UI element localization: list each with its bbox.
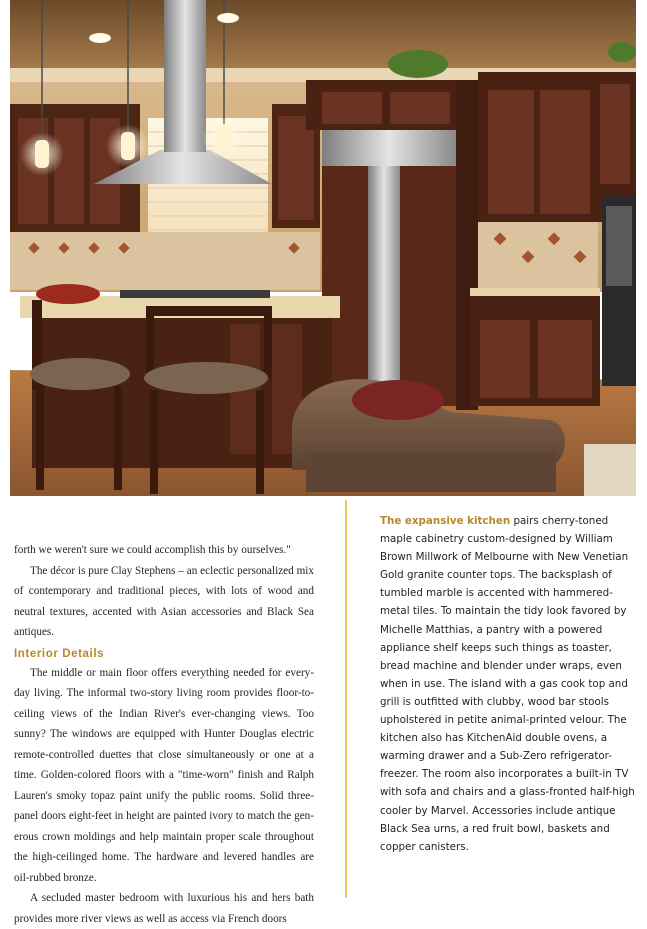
cabinet-door bbox=[538, 320, 592, 398]
side-chair bbox=[584, 444, 636, 496]
cabinet-door bbox=[600, 84, 630, 184]
interior-paragraph: The middle or main floor offers everything needed for every-day living. The informal two-story living room provides floor-to-ceiling views of the Indian River's ever-changing views. Too sunny? The windows are equipped with Hunter Douglas electric remote-controlled duettes that close simultaneously or one at a time. Golden-colored floors with a "time-worn" finish and Ralph Lauren's smoky topaz paint unify the public rooms. Solid three-panel doors eight-feet in height are painted ivory to match the gen-erous crown moldings and help maintain proper scale throughout the high-ceilinged home. The hardware and levered handles are oil-rubbed bronze. bbox=[14, 666, 314, 884]
cabinet-door bbox=[322, 92, 382, 124]
cooktop bbox=[120, 290, 270, 298]
cabinet-door bbox=[54, 118, 84, 224]
kitchen-body: pairs cherry-toned maple cabinetry custom-designed by William Brown Millwork of Melbourne with New Venetian Gold granite counter tops. The backsplash of tumbled marble is accented with hammered-metal tiles. To maintain the tidy look favored by Michelle Matthias, a pantry with a powered appliance shelf keeps such things as toaster, bread machine and blender under wraps, even when in use. The island with a gas cook top and grill is outfitted with clubby, wood bar stools upholstered in petite animal-printed velour. The kitchen also has KitchenAid double ovens, a warming drawer and a Sub-Zero refrigerator-freezer. The room also incorporates a built-in TV with sofa and chairs and a glass-fronted half-high cooler by Marvel. Accessories include antique Black Sea urns, a red fruit bowl, baskets and copper canisters. bbox=[380, 515, 635, 853]
cabinet-door bbox=[540, 90, 590, 214]
refrigerator-grille bbox=[322, 130, 456, 166]
section-heading: Interior Details bbox=[14, 647, 105, 660]
right-column bbox=[380, 512, 642, 856]
kitchen-lead: The expansive kitchen bbox=[380, 515, 511, 527]
left-column bbox=[14, 540, 314, 929]
kitchen-paragraph bbox=[380, 512, 642, 856]
fruit-bowl bbox=[36, 284, 100, 304]
refrigerator-steel-door bbox=[368, 166, 400, 406]
oven-window bbox=[606, 206, 632, 286]
bedroom-paragraph: A secluded master bedroom with luxurious his and hers bath provides more river views as well as access via French doors bbox=[14, 892, 314, 925]
cabinet-door bbox=[480, 320, 530, 398]
quote-end: forth we weren't sure we could accomplish this by ourselves." bbox=[14, 544, 291, 556]
column-divider bbox=[345, 500, 347, 898]
counter-right bbox=[470, 288, 600, 296]
decor-paragraph: The décor is pure Clay Stephens – an eclectic personalized mix of contemporary and traditional pieces, with lots of wood and neutral textures, accented with Asian accessories and Black Sea antiques. bbox=[14, 564, 314, 638]
cabinet-door bbox=[390, 92, 450, 124]
range-hood-chimney bbox=[164, 0, 206, 152]
cabinet-door bbox=[488, 90, 534, 214]
cabinet-door bbox=[278, 116, 314, 220]
refrigerator-right-panel bbox=[400, 166, 456, 406]
kitchen-photo bbox=[10, 0, 636, 496]
backsplash bbox=[10, 232, 320, 290]
